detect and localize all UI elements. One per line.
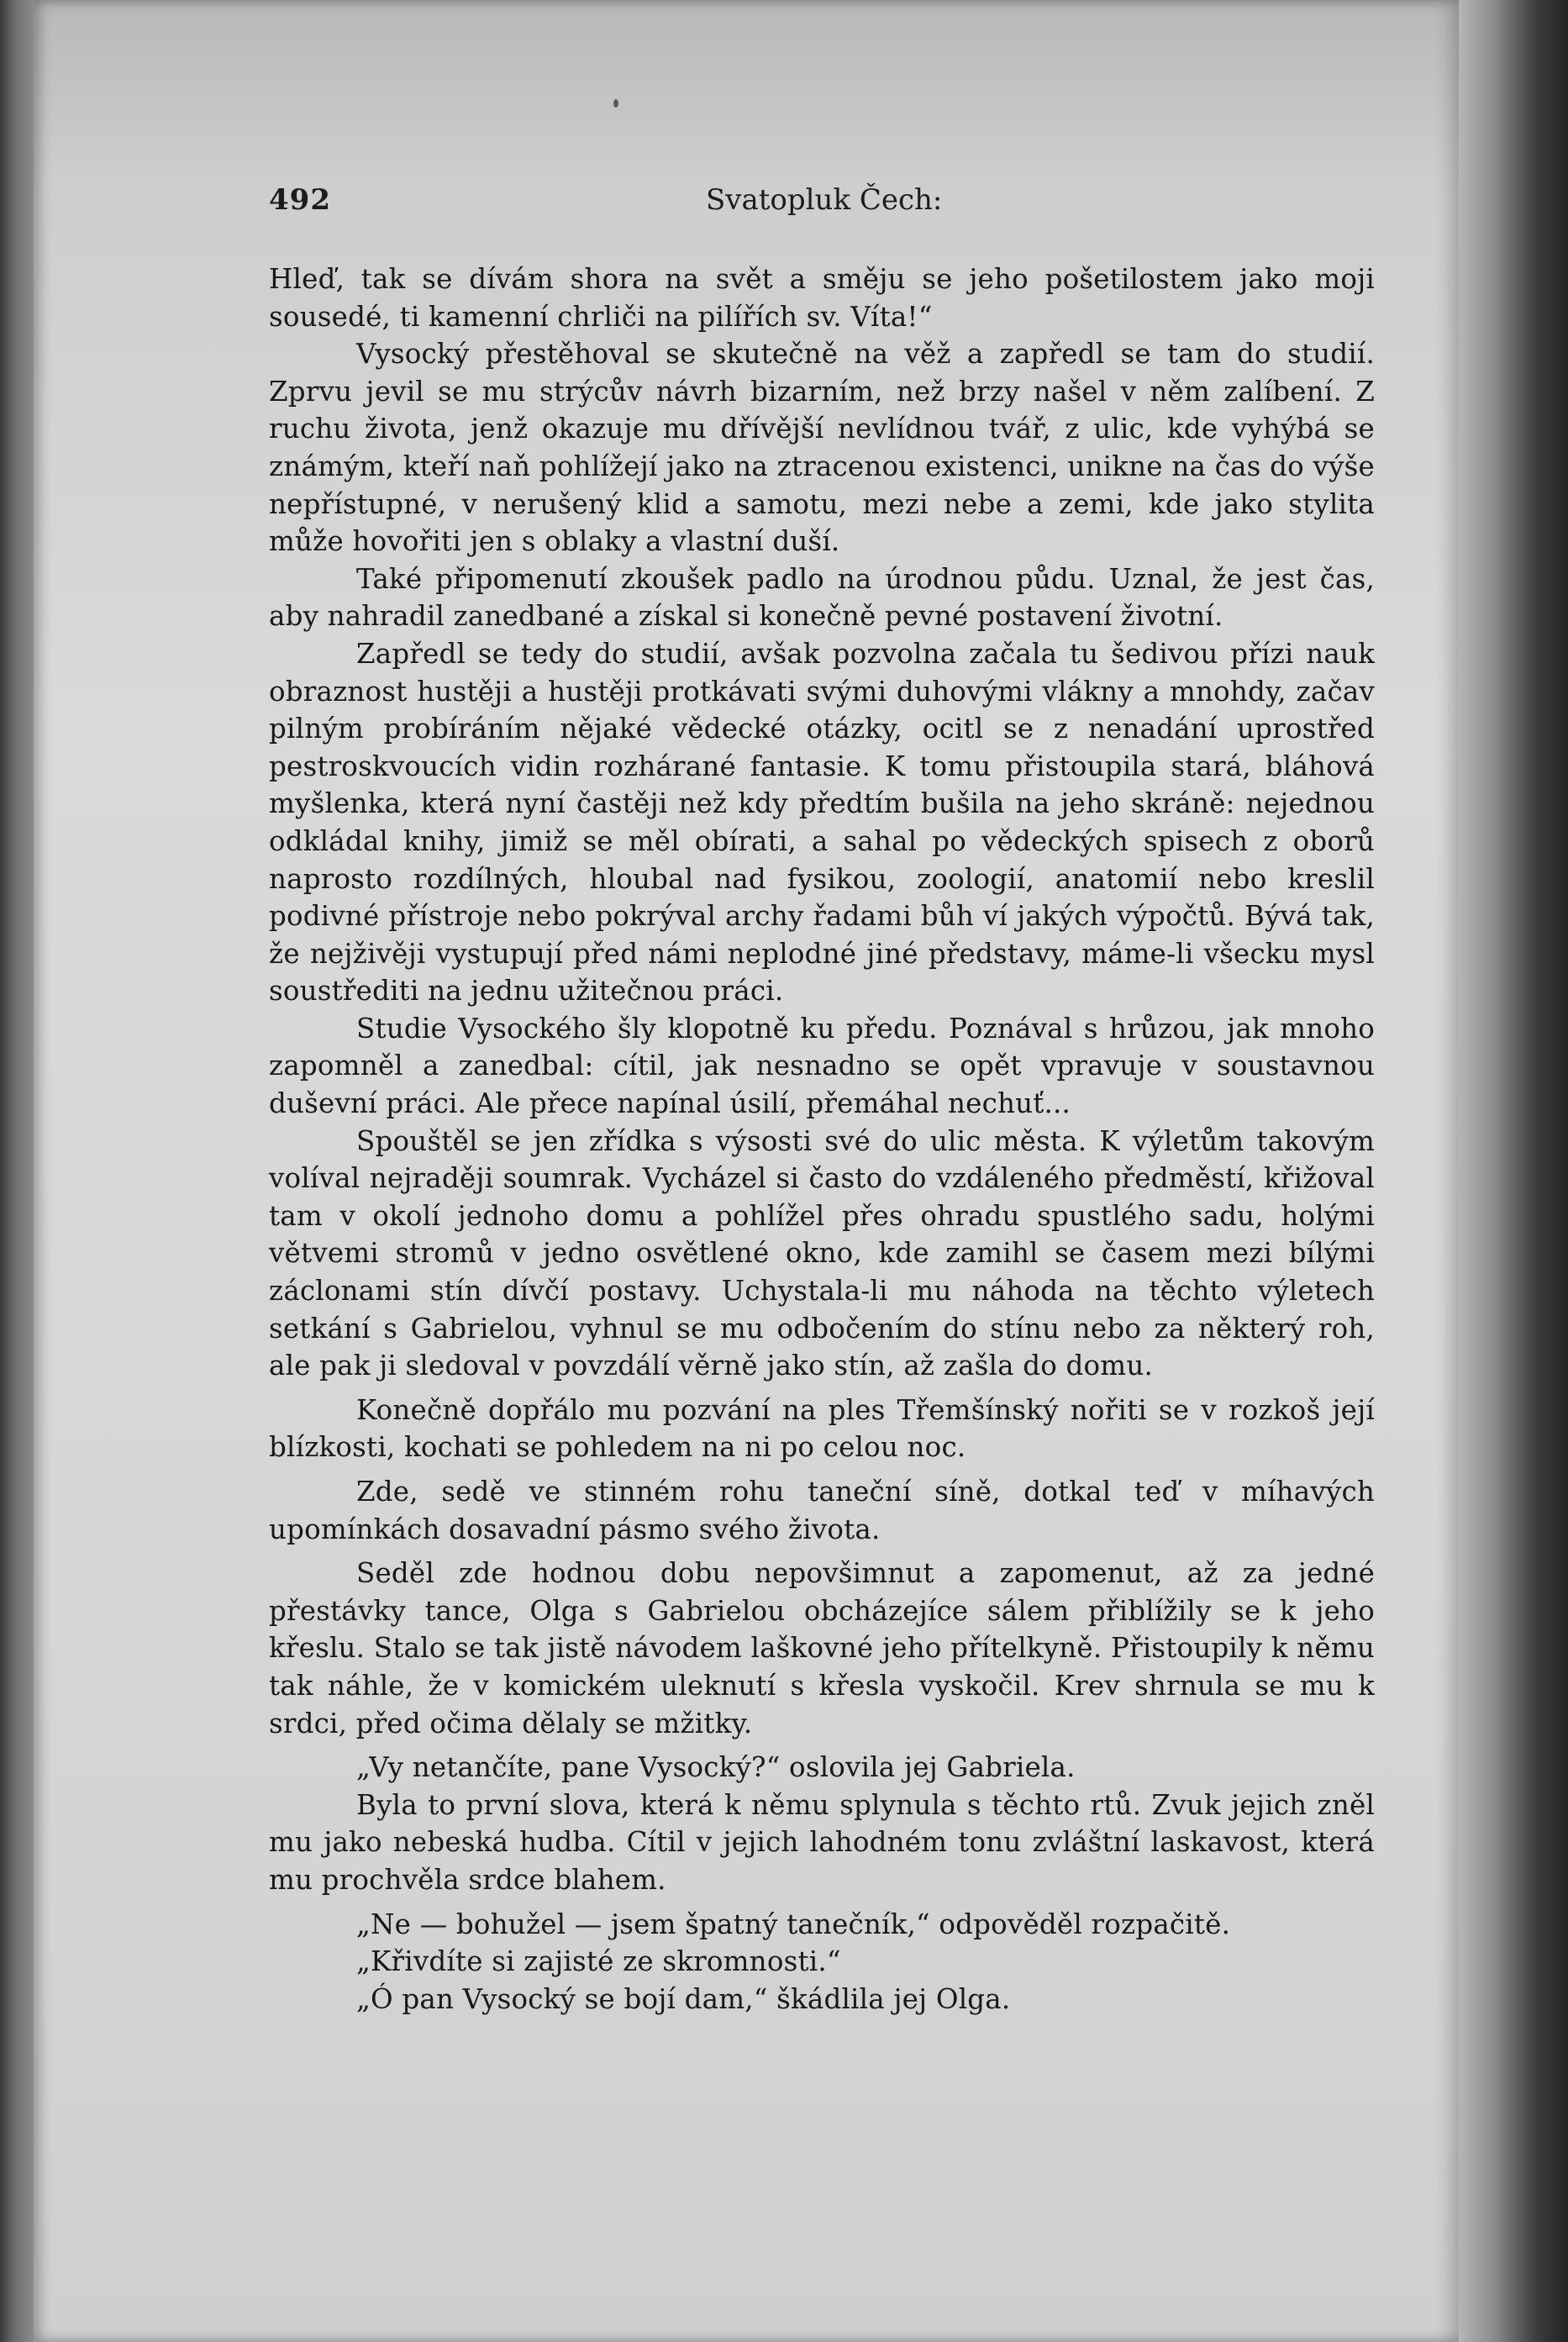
paragraph: Zapředl se tedy do studií, avšak pozvolna začala tu šedivou přízi nauk obraznost hustěji a hustěji protkávati svými duhovými vlákny a mnohdy, začav pilným probíráním nějaké vědecké otázky, ocitl se z nenadání uprostřed pestroskvoucích vidin rozhárané fantasie. K tomu přistoupila stará, bláhová myšlenka, která nyní častěji než kdy předtím bušila na jeho skráně: nejednou odkládal knihy, jimiž se měl obírati, a sahal po vědeckých spisech z oborů naprosto rozdílných, hloubal nad fysikou, zoologií, anatomií nebo kreslil podivné přístroje nebo pokrýval archy řadami bůh ví jakých výpočtů. Bývá tak, že nejživěji vystupují před námi neplodné jiné představy, máme-li všecku mysl soustřediti na jednu užitečnou práci. [269, 637, 1375, 1008]
running-head: Svatopluk Čech: [706, 183, 943, 217]
scan-left-edge [0, 0, 34, 2342]
paragraph: „Vy netančíte, pane Vysocký?“ oslovila jej Gabriela. [356, 1751, 1076, 1784]
paragraph: Také připomenutí zkoušek padlo na úrodnou půdu. Uznal, že jest čas, aby nahradil zanedbané a získal si konečně pevné postavení životní. [269, 562, 1375, 633]
paragraph: Spouštěl se jen zřídka s výsosti své do ulic města. K výletům takovým volíval nejraději soumrak. Vycházel si často do vzdáleného předměstí, křižoval tam v okolí jednoho domu a pohlížel přes ohradu spustlého sadu, holými větvemi stromů v jedno osvětlené okno, kde zamihl se časem mezi bílými záclonami stín dívčí postavy. Uchystala-li mu náhoda na těchto výletech setkání s Gabrielou, vyhnul se mu odbočením do stínu nebo za některý roh, ale pak ji sledoval v povzdálí věrně jako stín, až zašla do domu. [269, 1124, 1375, 1382]
page-number: 492 [269, 183, 331, 217]
book-page [34, 0, 1459, 2342]
paragraph: „Křivdíte si zajisté ze skromnosti.“ [356, 1945, 841, 1978]
paragraph: Vysocký přestěhoval se skutečně na věž a zapředl se tam do studií. Zprvu jevil se mu strýcův návrh bizarním, než brzy našel v něm zalíbení. Z ruchu života, jenž okazuje mu dřívější nevlídnou tvář, z ulic, kde vyhýbá se známým, kteří naň pohlížejí jako na ztracenou existenci, unikne na čas do výše nepřístupné, v nerušený klid a samotu, mezi nebe a zemi, kde jako stylita může hovořiti jen s oblaky a vlastní duší. [269, 338, 1375, 558]
paragraph: Studie Vysockého šly klopotně ku předu. Poznával s hrůzou, jak mnoho zapomněl a zanedbal: cítil, jak nesnadno se opět vpravuje v soustavnou duševní práci. Ale přece napínal úsilí, přemáhal nechuť... [269, 1012, 1375, 1120]
paragraph: „Ne — bohužel — jsem špatný tanečník,“ odpověděl rozpačitě. [356, 1908, 1231, 1940]
paragraph: Hleď, tak se dívám shora na svět a směju se jeho pošetilostem jako moji sousedé, ti kamenní chrliči na pilířích sv. Víta!“ [269, 263, 1375, 333]
scan-right-edge [1459, 0, 1568, 2342]
body-text [269, 261, 1375, 2018]
paragraph: Seděl zde hodnou dobu nepovšimnut a zapomenut, až za jedné přestávky tance, Olga s Gabrielou obcházejíce sálem přiblížily se k jeho křeslu. Stalo se tak jistě návodem laškovné jeho přítelkyně. Přistoupily k němu tak náhle, že v komickém uleknutí s křesla vyskočil. Krev shrnula se mu k srdci, před očima dělaly se mžitky. [269, 1557, 1375, 1739]
paragraph: Zde, sedě ve stinném rohu taneční síně, dotkal teď v míhavých upomínkách dosavadní pásmo svého života. [269, 1476, 1375, 1545]
page-header [269, 183, 1328, 234]
paragraph: „Ó pan Vysocký se bojí dam,“ škádlila jej Olga. [356, 1982, 1011, 2015]
print-speck [613, 99, 618, 108]
paragraph: Byla to první slova, která k němu splynula s těchto rtů. Zvuk jejich zněl mu jako nebeská hudba. Cítil v jejich lahodném tonu zvláštní laskavost, která mu prochvěla srdce blahem. [269, 1788, 1375, 1896]
paragraph: Konečně dopřálo mu pozvání na ples Třemšínský nořiti se v rozkoš její blízkosti, kochati se pohledem na ni po celou noc. [269, 1393, 1375, 1464]
